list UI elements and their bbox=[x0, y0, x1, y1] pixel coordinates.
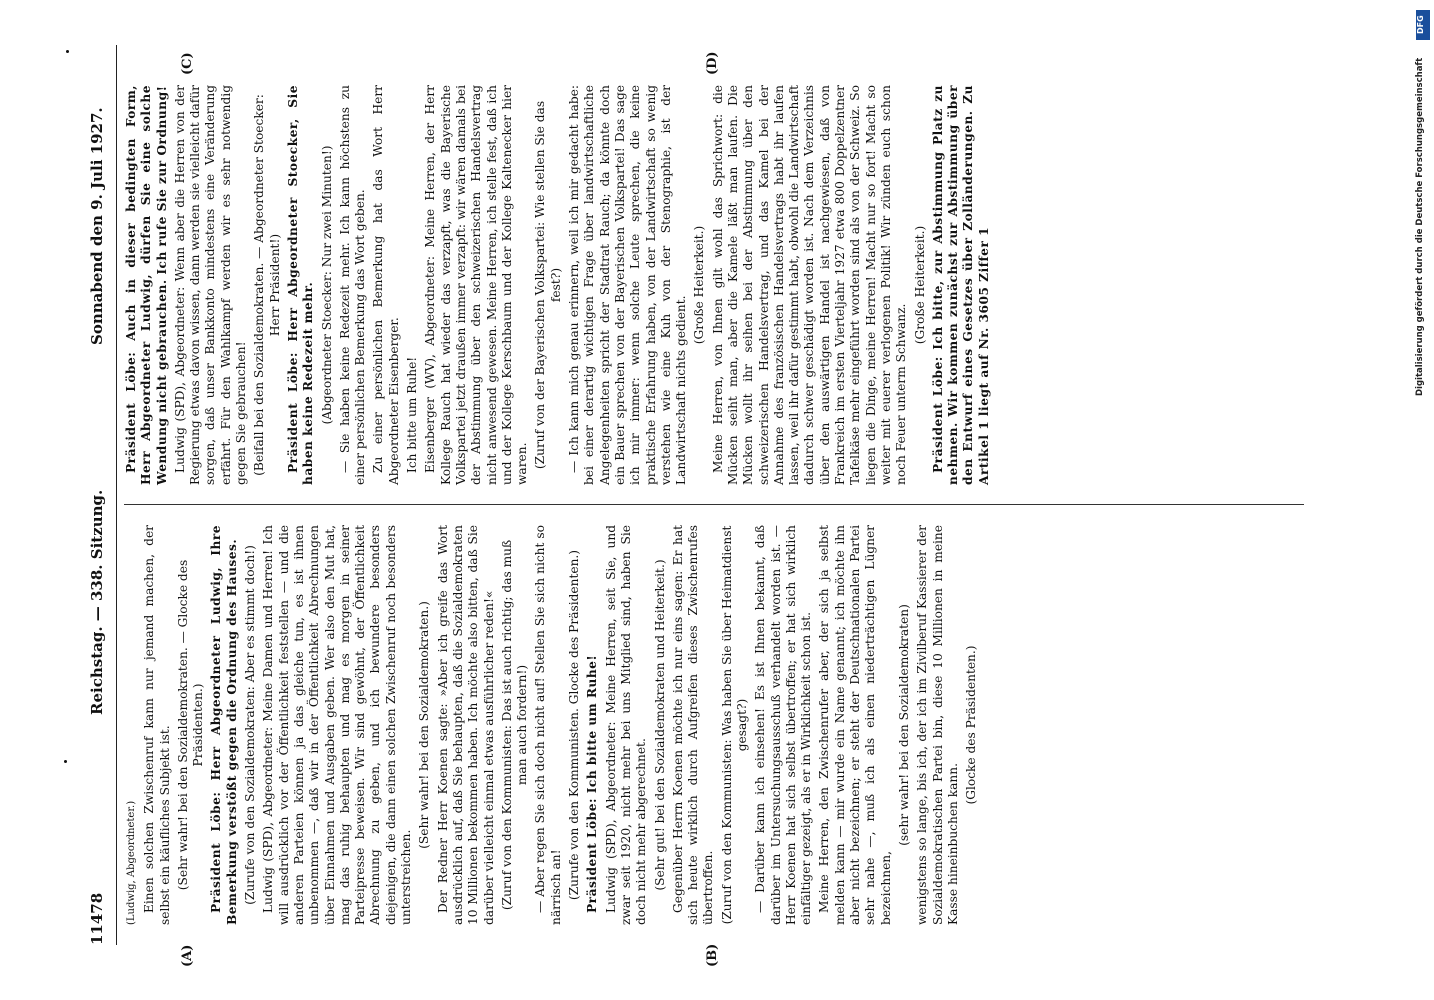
dfg-credit-text: Digitalisierung gefördert durch die Deutsche Forschungsgemeinschaft bbox=[1415, 57, 1425, 396]
speaker-paragraph: Präsident Löbe: Auch in dieser bedingten Form, Herr Abgeordneter Ludwig, dürfen Sie eine solche Wendung nicht gebrauchen. Ich rufe Sie zur Ordnung! bbox=[124, 85, 169, 485]
interjection: (Zuruf von den Kommunisten: Das ist auch richtig; das muß man auch fordern!) bbox=[499, 539, 530, 911]
session-title: Reichstag. — 338. Sitzung. bbox=[88, 489, 106, 715]
left-column bbox=[124, 525, 982, 925]
dfg-side-note bbox=[1412, 8, 1432, 398]
margin-mark-b: (B) bbox=[705, 943, 720, 967]
speaker-paragraph: Präsident Löbe: Ich bitte um Ruhe! bbox=[585, 654, 600, 913]
paragraph: — Ich kann mich genau erinnern, weil ich mir gedacht habe: bei einer derartig wichtigen Frage über landwirtschaftliche Angelegenheiten spricht der Stadtrat Rauch; da könnte doch ein Bauer sprechen von der Bayerischen Volkspartei! Das sage ich mir immer: wenn solche Leute sprechen, die keine praktische Erfahrung haben, von der Landwirtschaft so wenig verstehen wie eine Kuh von der Stenographie, ist der Landwirtschaft nichts gedient. bbox=[567, 85, 689, 485]
margin-mark-d: (D) bbox=[705, 51, 720, 75]
margin-mark-a: (A) bbox=[180, 944, 195, 967]
interjection: (Große Heiterkeit.) bbox=[692, 225, 707, 345]
session-date: Sonnabend den 9. Juli 1927. bbox=[88, 107, 106, 345]
paragraph: Ich bitte um Ruhe! bbox=[405, 356, 420, 473]
paragraph: Der Redner Herr Koenen sagte: »Aber ich greife das Wort ausdrücklich auf, daß Sie behaupten, daß die Sozialdemokraten 10 Millionen bekommen haben. Ich möchte also bitten, daß Sie darüber vielleicht einmal etwas ausführlicher reden!« bbox=[435, 525, 496, 925]
paragraph: Ludwig (SPD), Abgeordneter: Meine Herren, seit Sie, und zwar seit 1920, nicht mehr bei uns Mitglied sind, haben Sie doch nicht mehr abgerechnet. bbox=[603, 525, 649, 925]
interjection: (Sehr wahr! bei den Sozialdemokraten. — Glocke des Präsidenten.) bbox=[175, 559, 206, 891]
page-header bbox=[80, 45, 117, 945]
page-number: 11478 bbox=[88, 892, 106, 945]
paragraph: Meine Herren, den Zwischenrufer aber, der sich ja selbst melden kann — mir wurde ein Name genannt; ich möchte ihn aber nicht bezeichnen; er steht der Deutschnationalen Partei sehr nahe —, muß ich als einen niederträchtigen Lügner bezeichnen, bbox=[817, 525, 893, 925]
paragraph: Meine Herren, von Ihnen gilt wohl das Sprichwort: die Mücken seiht man, aber die Kamele läßt man laufen. Die Mücken wollt ihr seihen bei der Abstimmung über den schweizerischen Handelsvertrag, und das Kamel bei der Annahme des französischen Handelsvertrags habt ihr laufen lassen, weil ihr dafür gestimmt habt, obwohl die Landwirtschaft dadurch schwer geschädigt worden ist. Nach dem Verzeichnis über den auswärtigen Handel ist nachgewiesen, daß von Frankreich im ersten Vierteljahr 1927 etwa 800 Doppelzentner Tafelkäse mehr eingeführt worden sind als von der Schweiz. So liegen die Dinge, meine Herren! Macht nur so fort! Macht so weiter mit euerer verlogenen Politik! Wir zünden euch schon noch Feuer unterm Schwanz. bbox=[710, 85, 909, 485]
paragraph: Ludwig (SPD), Abgeordneter: Wenn aber die Herren von der Regierung etwas davon wissen, dann werden sie vielleicht dafür sorgen, daß unser Bankkonto mindestens eine Veränderung erfährt. Für den Wahlkampf werden wir es sehr notwendig gegen Sie gebrauchen! bbox=[172, 85, 249, 485]
interjection: (sehr wahr! bei den Sozialdemokraten) bbox=[896, 604, 911, 846]
interjection: (Zuruf von den Kommunisten: Was haben Sie über Heimatdienst gesagt?) bbox=[719, 525, 749, 925]
speaker-paragraph: Präsident Löbe: Ich bitte, zur Abstimmung Platz zu nehmen. Wir kommen zunächst zur Abstimmung über den Entwurf eines Gesetzes über Zolländerungen. Zu Artikel 1 liegt auf Nr. 3605 Ziffer 1 bbox=[930, 85, 991, 485]
paragraph: — Darüber kann ich einsehen! Es ist Ihnen bekannt, daß darüber im Untersuchungsausschuß verhandelt worden ist. — Herr Koenen hat sich selbst übertroffen; er hat sich wirklich einfältiger gezeigt, als er in Wirklichkeit schon ist. bbox=[753, 525, 814, 925]
interjection: (Zurufe von den Sozialdemokraten: Aber es stimmt doch!) bbox=[243, 545, 258, 905]
paragraph: Einen solchen Zwischenruf kann nur jemand machen, der selbst ein käufliches Subjekt ist. bbox=[142, 525, 172, 925]
paragraph: — Sie haben keine Redezeit mehr. Ich kann höchstens zu einer persönlichen Bemerkung das Wort geben. bbox=[337, 85, 368, 485]
speaker-paragraph: Präsident Löbe: Herr Abgeordneter Stoecker, Sie haben keine Redezeit mehr. bbox=[285, 85, 316, 485]
speaker-paragraph: Präsident Löbe: Herr Abgeordneter Ludwig, Ihre Bemerkung verstößt gegen die Ordnung des Hauses. bbox=[209, 525, 239, 925]
right-column bbox=[124, 85, 995, 485]
interjection: (Zuruf von der Bayerischen Volkspartei: Wie stellen Sie das fest?) bbox=[533, 100, 563, 470]
margin-mark-c: (C) bbox=[180, 52, 195, 75]
interjection: (Große Heiterkeit.) bbox=[912, 225, 927, 345]
paragraph: — Aber regen Sie sich doch nicht auf! Stellen Sie sich nicht so närrisch an! bbox=[533, 525, 563, 925]
dfg-logo: DFG bbox=[1416, 10, 1430, 40]
scan-speck bbox=[64, 760, 67, 763]
paragraph: Ludwig (SPD), Abgeordneter: Meine Damen und Herren! Ich will ausdrücklich vor der Öffentlichkeit feststellen — und die anderen Parteien können ja das gleiche tun, es ist ihnen unbenommen —, daß wir in der Öffentlichkeit Abrechnungen über Einnahmen und Ausgaben geben. Wer also den Mut hat, mag das ruhig behaupten und mag es morgen in seiner Parteipresse beweisen. Wir sind gewöhnt, der Öffentlichkeit Abrechnung zu geben, und ich bewundere besonders diejenigen, die dann einen solchen Zwischenruf noch besonders unterstreichen. bbox=[261, 525, 414, 925]
paragraph: wenigstens so lange, bis ich, der ich im Zivilberuf Kassierer der Sozialdemokratischen Partei bin, diese 10 Millionen in meine Kasse hineinbuchen kann. bbox=[915, 525, 960, 925]
column-divider bbox=[124, 504, 1304, 505]
paragraph: Eisenberger (WV), Abgeordneter: Meine Herren, der Herr Kollege Rauch hat wieder das verzapft, was die Bayerische Volkspartei jetzt draußen immer verzapft: wir wären damals bei der Abstimmung über den schweizerischen Handelsvertrag nicht anwesend gewesen. Meine Herren, ich stelle fest, daß ich und der Kollege Kerschbaum und der Kollege Kaltenecker hier waren. bbox=[423, 85, 530, 485]
interjection: (Abgeordneter Stoecker: Nur zwei Minuten!) bbox=[319, 145, 334, 425]
rotated-page bbox=[80, 45, 1310, 967]
interjection: (Sehr wahr! bei den Sozialdemokraten.) bbox=[417, 601, 432, 849]
interjection: (Glocke des Präsidenten.) bbox=[964, 645, 979, 805]
interjection: (Sehr gut! bei den Sozialdemokraten und Heiterkeit.) bbox=[652, 559, 667, 891]
interjection: (Zurufe von den Kommunisten. Glocke des Präsidenten.) bbox=[567, 549, 582, 901]
paragraph: Gegenüber Herrn Koenen möchte ich nur eins sagen: Er hat sich heute wirklich durch Aufgreifen dieses Zwischenrufes übertroffen. bbox=[670, 525, 716, 925]
interjection: (Beifall bei den Sozialdemokraten. — Abgeordneter Stoecker: Herr Präsident!) bbox=[252, 94, 282, 476]
paragraph: Zu einer persönlichen Bemerkung hat das Wort Herr Abgeordneter Eisenberger. bbox=[371, 85, 401, 485]
scan-speck bbox=[66, 50, 69, 53]
paragraph: (Ludwig, Abgeordneter.) bbox=[126, 800, 137, 925]
